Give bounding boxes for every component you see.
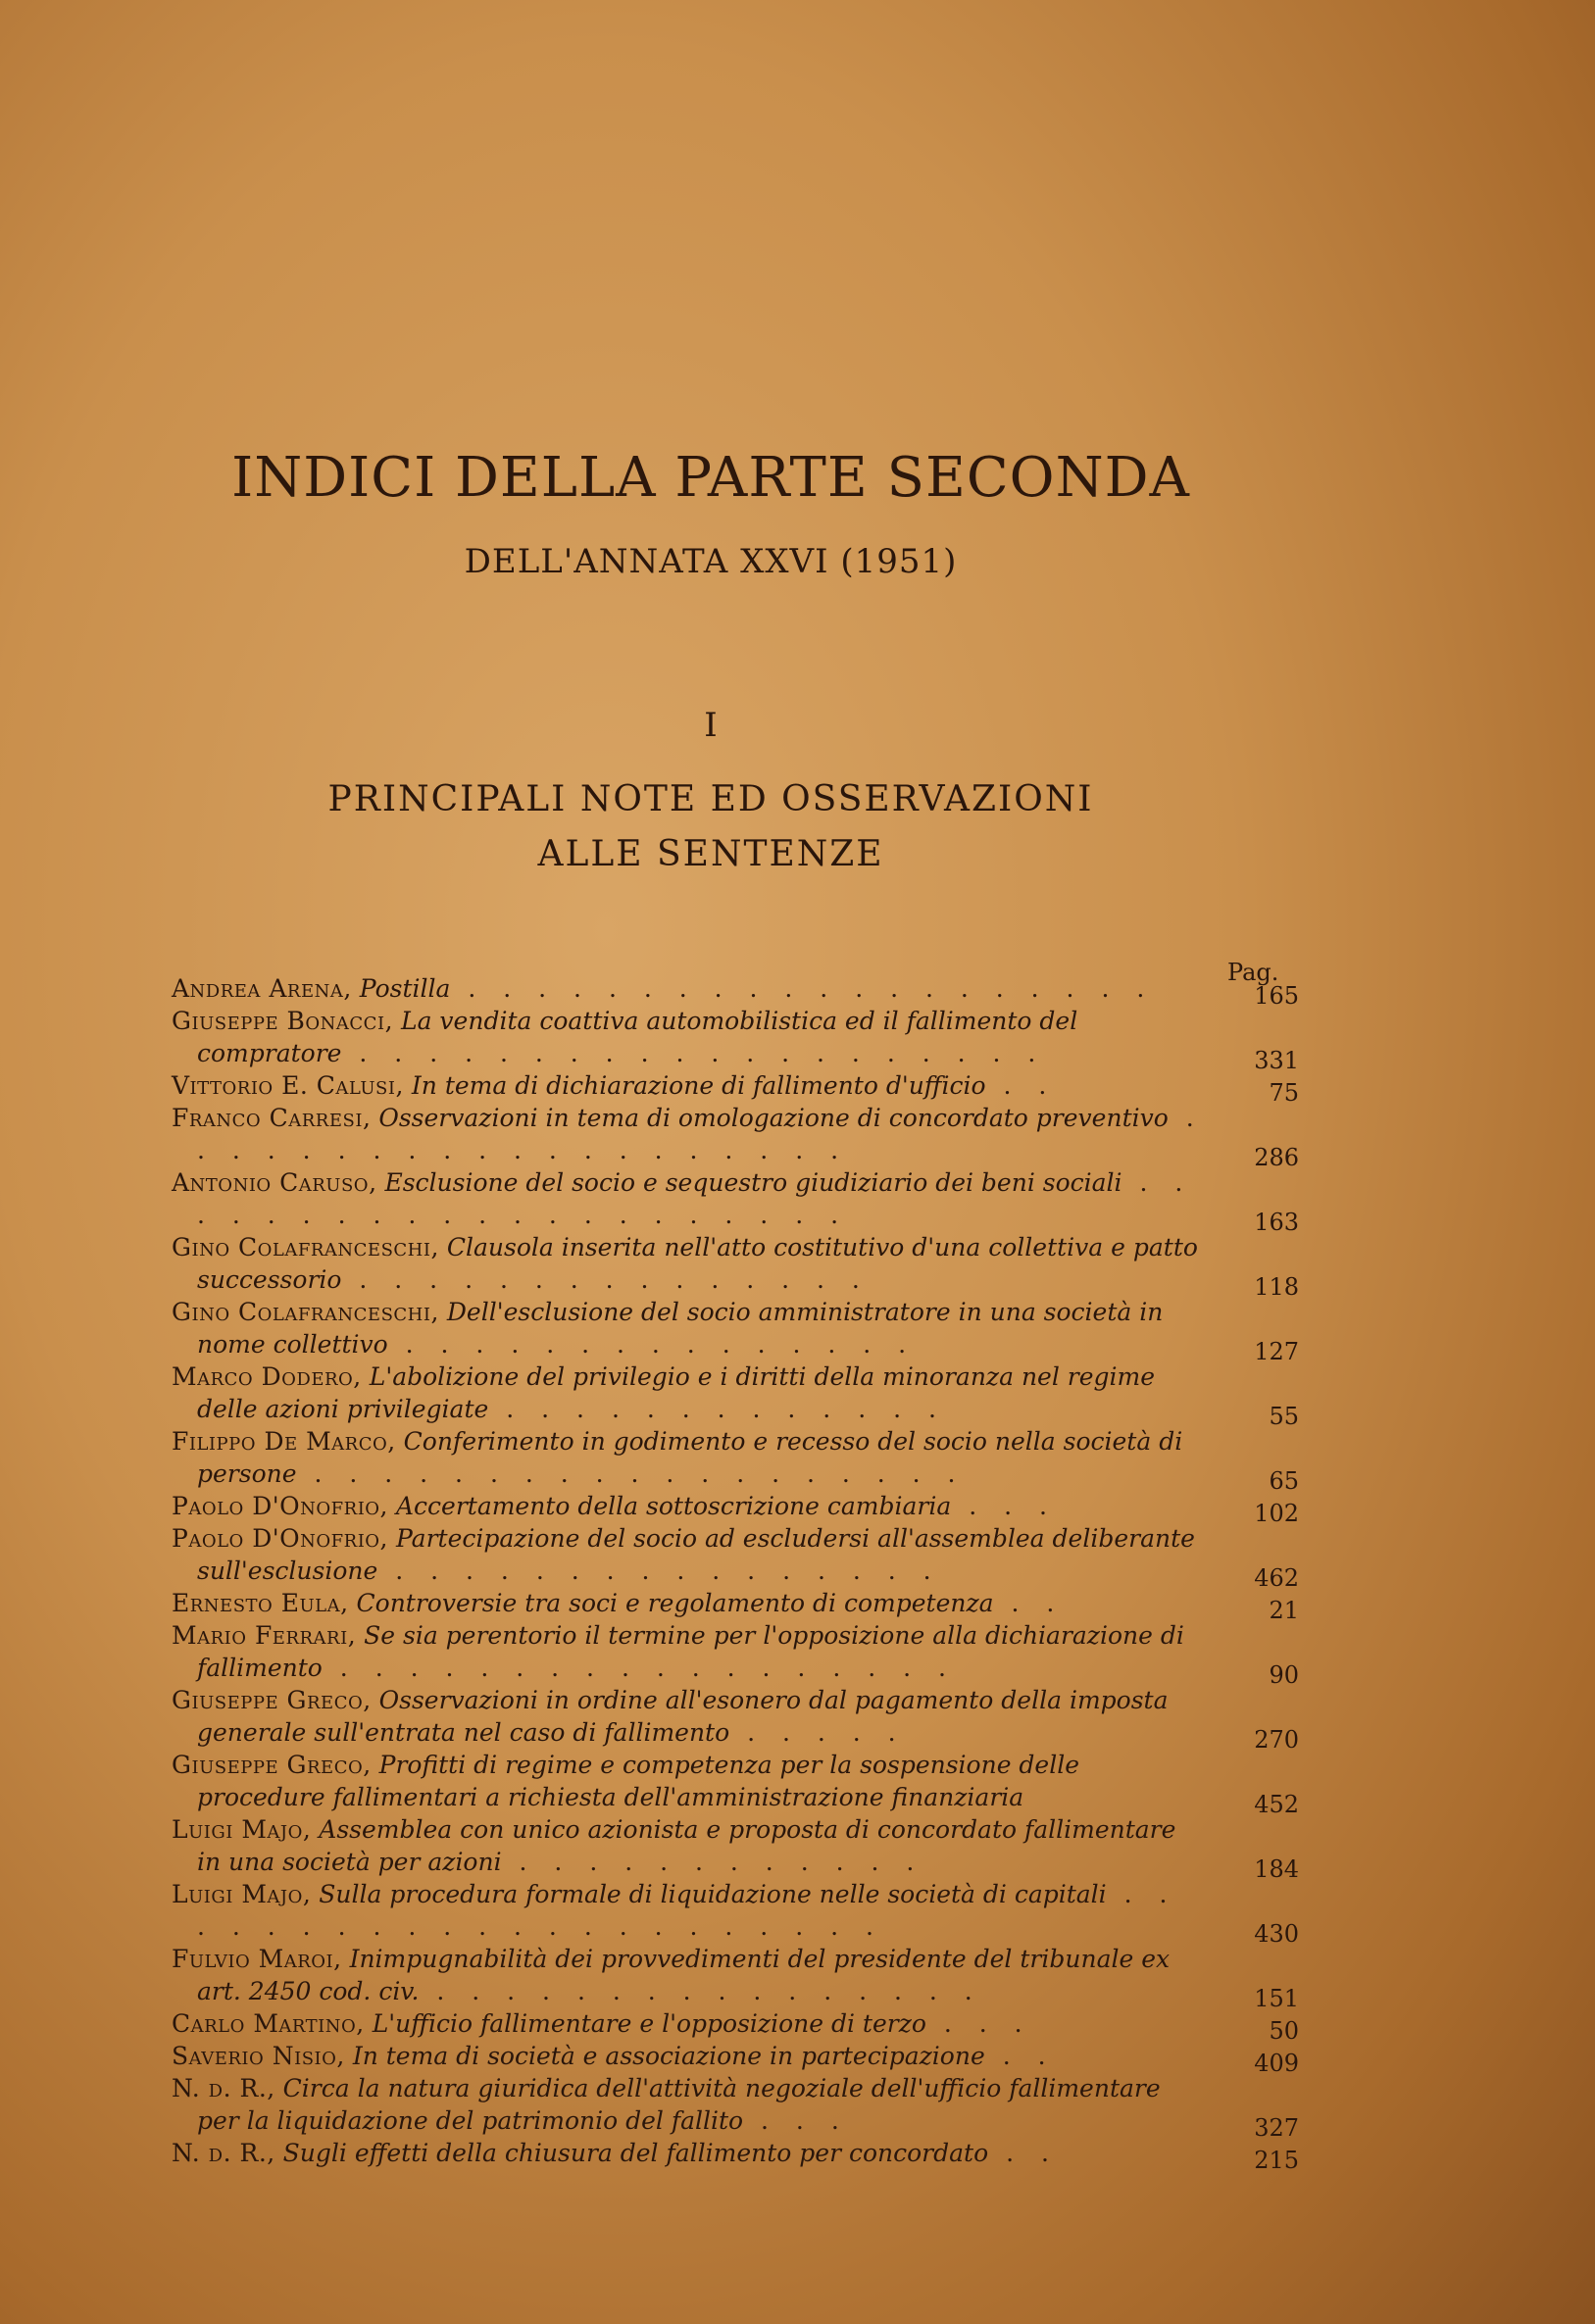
entry-author: Luigi Majo, — [172, 1815, 312, 1844]
entry-page-number: 21 — [1269, 1597, 1299, 1624]
entry-leader-dots: . . . . . — [729, 1718, 906, 1747]
entry-title: Assemblea con unico azionista e proposta di concordato fallimentare in una società per azioni — [197, 1815, 1176, 1876]
index-entry — [172, 1069, 1299, 1107]
entry-title: Partecipazione del socio ad escludersi all'assemblea deliberante sull'esclusione — [197, 1524, 1195, 1585]
index-entry — [172, 1587, 1299, 1624]
entry-author: Giuseppe Bonacci, — [172, 1007, 394, 1035]
entry-page-number: 331 — [1254, 1047, 1299, 1074]
entry-leader-dots: . . — [988, 2139, 1059, 2167]
entry-title: Esclusione del socio e sequestro giudiziario dei beni sociali — [384, 1168, 1122, 1197]
entry-page-number: 50 — [1269, 2017, 1299, 2045]
index-entry — [172, 2040, 1299, 2077]
entry-leader-dots: . . . . . . . . . . . . . . . . . . — [322, 1654, 956, 1682]
entry-author: Andrea Arena, — [172, 974, 352, 1003]
entry-leader-dots: . . . . . . . . . . . . . . . . . . . . — [197, 1104, 1204, 1164]
entry-leader-dots: . . . . . . . . . . . . . . . — [387, 1330, 917, 1359]
index-entry — [172, 2007, 1299, 2045]
index-entry — [172, 1231, 1299, 1301]
entry-author: Gino Colafranceschi, — [172, 1298, 439, 1326]
index-entry — [172, 1166, 1299, 1236]
entry-author: Mario Ferrari, — [172, 1621, 357, 1650]
index-entry — [172, 972, 1299, 1010]
entry-author: N. d. R., — [172, 2139, 275, 2167]
index-entry — [172, 1749, 1299, 1818]
entry-title: Circa la natura giuridica dell'attività negoziale dell'ufficio fallimentare per la liquidazione del patrimonio del fallito — [197, 2074, 1161, 2135]
entry-page-number: 75 — [1269, 1079, 1299, 1107]
section-number: I — [704, 706, 718, 745]
entry-leader-dots: . . . . . . . . . . . . . . . — [341, 1265, 870, 1294]
entry-leader-dots: . . . — [925, 2009, 1032, 2038]
entry-page-number: 270 — [1254, 1726, 1299, 1754]
entry-title: L'ufficio fallimentare e l'opposizione di terzo — [372, 2009, 926, 2038]
entry-page-number: 163 — [1254, 1209, 1299, 1236]
entry-title: L'abolizione del privilegio e i diritti della minoranza nel regime delle azioni privilegiate — [197, 1362, 1156, 1423]
index-entry — [172, 1619, 1299, 1689]
entry-leader-dots: . . . . . . . . . . . . — [501, 1848, 924, 1876]
index-entry — [172, 1943, 1299, 2012]
entry-author: N. d. R., — [172, 2074, 275, 2102]
entry-author: Giuseppe Greco, — [172, 1751, 372, 1779]
entry-title: Profitti di regime e competenza per la sospensione delle procedure fallimentari a richiesta dell'amministrazione finanziaria — [197, 1751, 1080, 1811]
entry-author: Vittorio E. Calusi, — [172, 1071, 404, 1100]
entry-author: Fulvio Maroi, — [172, 1945, 342, 1973]
entry-page-number: 215 — [1254, 2147, 1299, 2174]
main-title: INDICI DELLA PARTE SECONDA — [231, 446, 1190, 510]
entry-leader-dots: . . — [984, 2042, 1056, 2070]
entry-leader-dots: . . . — [743, 2106, 849, 2135]
section-title — [0, 772, 1421, 882]
entry-page-number: 102 — [1254, 1500, 1299, 1527]
index-entry — [172, 1684, 1299, 1754]
page-column-label: Pag. — [1227, 959, 1279, 986]
entry-author: Carlo Martino, — [172, 2009, 365, 2038]
entry-author: Giuseppe Greco, — [172, 1686, 372, 1714]
index-entry — [172, 1813, 1299, 1883]
entry-author: Paolo D'Onofrio, — [172, 1492, 389, 1520]
entry-page-number: 55 — [1269, 1403, 1299, 1430]
entry-author: Paolo D'Onofrio, — [172, 1524, 389, 1553]
entry-author: Filippo De Marco, — [172, 1427, 396, 1456]
index-list — [172, 972, 1299, 2174]
entry-title: Se sia perentorio il termine per l'opposizione alla dichiarazione di fallimento — [197, 1621, 1184, 1682]
entry-page-number: 452 — [1254, 1791, 1299, 1818]
entry-page-number: 151 — [1254, 1985, 1299, 2012]
entry-page-number: 462 — [1254, 1564, 1299, 1592]
entry-title: Dell'esclusione del socio amministratore in una società in nome collettivo — [197, 1298, 1164, 1359]
entry-title: Sulla procedura formale di liquidazione nelle società di capitali — [319, 1880, 1107, 1908]
entry-leader-dots: . . . — [951, 1492, 1057, 1520]
index-entry — [172, 1425, 1299, 1495]
entry-leader-dots: . . . . . . . . . . . . . . . . — [377, 1557, 941, 1585]
index-entry — [172, 2072, 1299, 2142]
entry-leader-dots: . . . . . . . . . . . . . . . . . . . . — [450, 974, 1155, 1003]
entry-page-number: 184 — [1254, 1855, 1299, 1883]
section-title-line-1: PRINCIPALI NOTE ED OSSERVAZIONI — [327, 779, 1094, 819]
entry-title: In tema di società e associazione in partecipazione — [352, 2042, 985, 2070]
entry-leader-dots: . . . . . . . . . . . . . . . . . . . . . . — [197, 1880, 1177, 1941]
entry-page-number: 327 — [1254, 2114, 1299, 2142]
entry-author: Saverio Nisio, — [172, 2042, 345, 2070]
entry-leader-dots: . . . . . . . . . . . . . . . . . . . . . — [197, 1168, 1193, 1229]
entry-author: Gino Colafranceschi, — [172, 1233, 439, 1261]
entry-leader-dots: . . . . . . . . . . . . . — [488, 1395, 946, 1423]
index-entry — [172, 1490, 1299, 1527]
entry-title: Conferimento in godimento e recesso del socio nella società di persone — [197, 1427, 1183, 1488]
entry-leader-dots: . . — [985, 1071, 1057, 1100]
entry-author: Antonio Caruso, — [172, 1168, 377, 1197]
entry-author: Ernesto Eula, — [172, 1589, 349, 1617]
entry-page-number: 165 — [1254, 982, 1299, 1010]
entry-page-number: 409 — [1254, 2050, 1299, 2077]
index-entry — [172, 1005, 1299, 1074]
entry-author: Luigi Majo, — [172, 1880, 312, 1908]
entry-title: Postilla — [359, 974, 451, 1003]
index-entry — [172, 1296, 1299, 1365]
entry-leader-dots: . . . . . . . . . . . . . . . . . . . . — [341, 1039, 1046, 1067]
entry-author: Marco Dodero, — [172, 1362, 362, 1391]
entry-leader-dots: . . — [993, 1589, 1065, 1617]
entry-leader-dots: . . . . . . . . . . . . . . . . . . . — [296, 1459, 966, 1488]
entry-title: Osservazioni in tema di omologazione di concordato preventivo — [378, 1104, 1169, 1132]
entry-page-number: 286 — [1254, 1144, 1299, 1171]
entry-page-number: 127 — [1254, 1338, 1299, 1365]
index-entry — [172, 1360, 1299, 1430]
entry-title: In tema di dichiarazione di fallimento d'ufficio — [411, 1071, 986, 1100]
index-entry — [172, 2137, 1299, 2174]
entry-title: Controversie tra soci e regolamento di competenza — [356, 1589, 994, 1617]
index-entry — [172, 1878, 1299, 1948]
subtitle: DELL'ANNATA XXVI (1951) — [464, 542, 958, 581]
entry-page-number: 65 — [1269, 1467, 1299, 1495]
entry-page-number: 90 — [1269, 1661, 1299, 1689]
entry-title: Accertamento della sottoscrizione cambiaria — [395, 1492, 952, 1520]
index-entry — [172, 1102, 1299, 1171]
entry-title: Osservazioni in ordine all'esonero dal pagamento della imposta generale sull'entrata nel caso di fallimento — [197, 1686, 1169, 1747]
entry-title: Sugli effetti della chiusura del fallimento per concordato — [282, 2139, 989, 2167]
section-title-line-2: ALLE SENTENZE — [537, 834, 884, 874]
entry-author: Franco Carresi, — [172, 1104, 372, 1132]
entry-page-number: 430 — [1254, 1920, 1299, 1948]
entry-title: Clausola inserita nell'atto costitutivo d'una collettiva e patto successorio — [197, 1233, 1198, 1294]
entry-title: La vendita coattiva automobilistica ed il fallimento del compratore — [197, 1007, 1078, 1067]
entry-leader-dots: . . . . . . . . . . . . . . . . — [419, 1977, 982, 2005]
entry-page-number: 118 — [1254, 1273, 1299, 1301]
index-entry — [172, 1522, 1299, 1592]
entry-title: Inimpugnabilità dei provvedimenti del presidente del tribunale ex art. 2450 cod. civ. — [197, 1945, 1171, 2005]
